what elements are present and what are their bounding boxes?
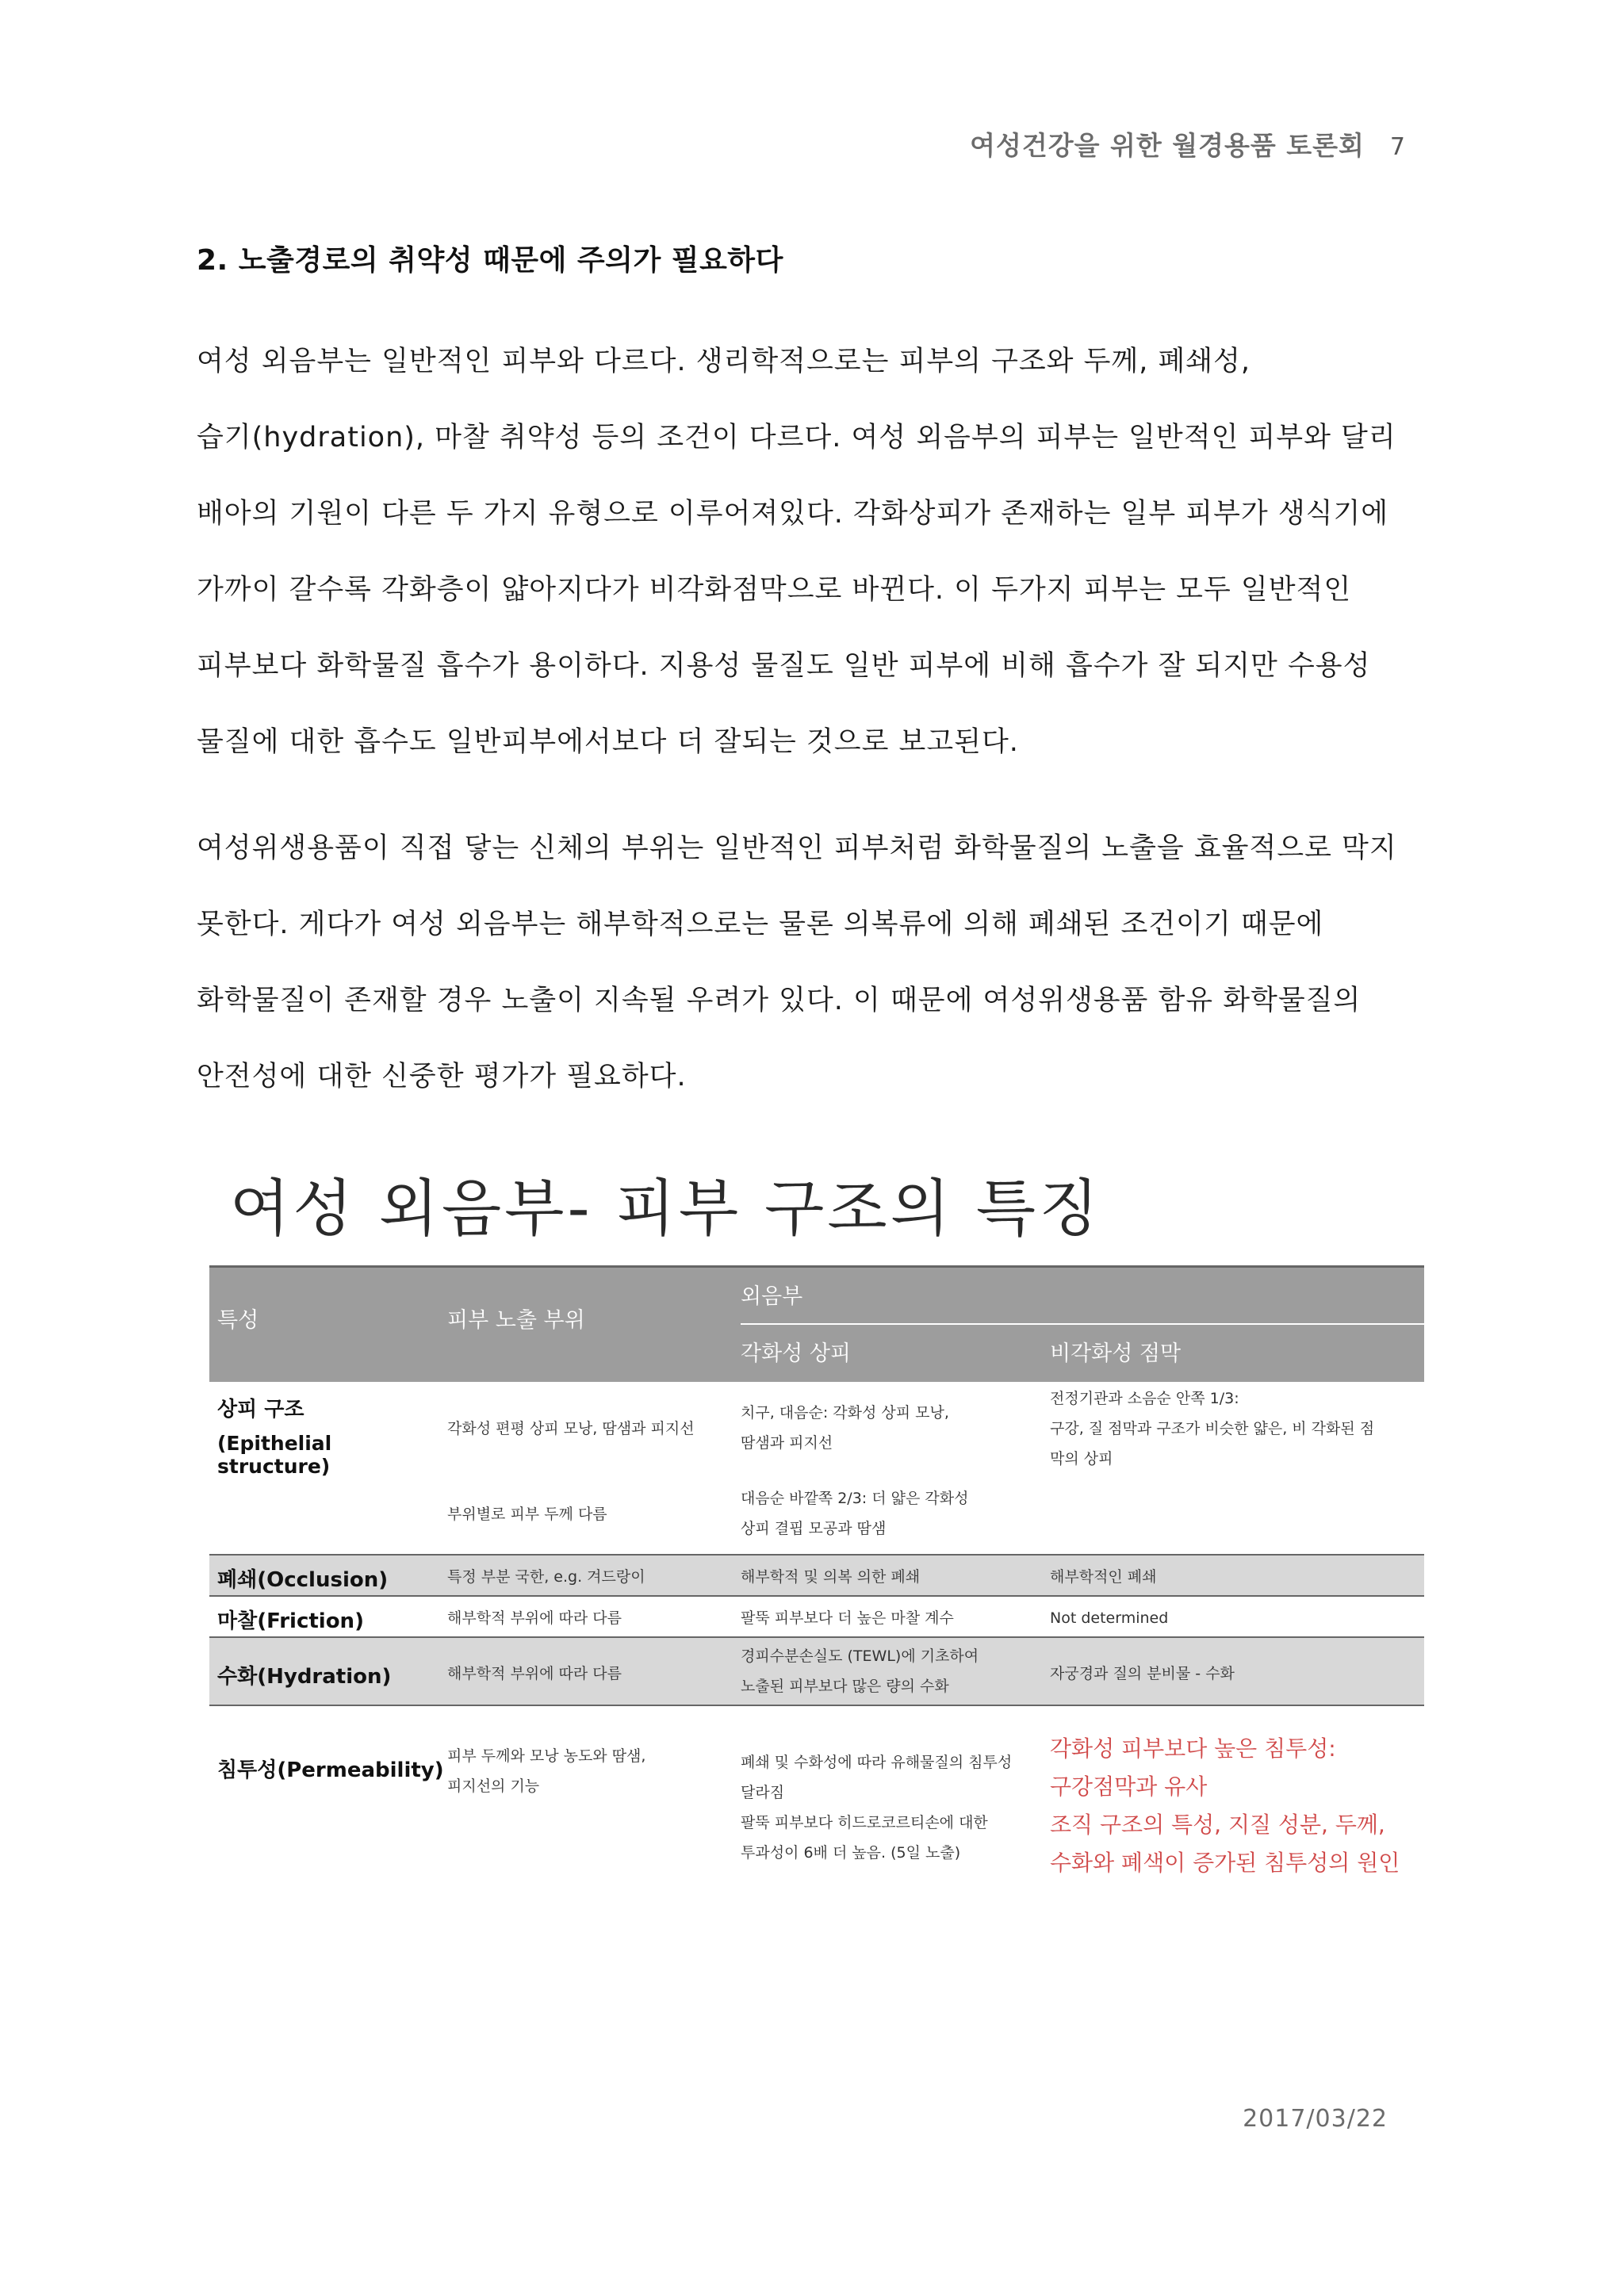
table-header-row	[209, 1267, 1424, 1325]
cell-friction-non-keratinized: Not determined	[1050, 1596, 1424, 1637]
header-keratinized: 각화성 상피	[741, 1324, 1050, 1382]
table-row-occlusion	[209, 1555, 1424, 1596]
cell-hydration-keratinized: 경피수분손실도 (TEWL)에 기초하여 노출된 피부보다 많은 량의 수화	[741, 1637, 1050, 1705]
cell-friction-keratinized: 팔뚝 피부보다 더 높은 마찰 계수	[741, 1596, 1050, 1637]
page-number: 7	[1389, 133, 1405, 161]
row-label-occlusion: 폐쇄(Occlusion)	[209, 1555, 447, 1596]
paragraph-line: 여성위생용품이 직접 닿는 신체의 부위는 일반적인 피부처럼 화학물질의 노출을 효율적으로 막지	[197, 832, 1397, 864]
row-label-permeability: 침투성(Permeability)	[209, 1705, 447, 1888]
cell-epithelial-skin: 각화성 편평 상피 모낭, 땀샘과 피지선	[447, 1420, 695, 1437]
cell-friction-skin: 해부학적 부위에 따라 다름	[447, 1596, 741, 1637]
cell-hydration-non-keratinized: 자궁경과 질의 분비물 - 수화	[1050, 1637, 1424, 1705]
row-label-friction: 마찰(Friction)	[209, 1596, 447, 1637]
page-header	[970, 125, 1405, 163]
paragraph-line: 여성 외음부는 일반적인 피부와 다르다. 생리학적으로는 피부의 구조와 두께, 폐쇄성,	[197, 346, 1251, 377]
header-skin-exposure: 피부 노출 부위	[447, 1267, 741, 1383]
section-title: 2. 노출경로의 취약성 때문에 주의가 필요하다	[197, 244, 783, 277]
paragraph-2	[197, 810, 1434, 1115]
header-non-keratinized: 비각화성 점막	[1050, 1324, 1424, 1382]
paragraph-line: 안전성에 대한 신중한 평가가 필요하다.	[197, 1061, 687, 1093]
figure-title: 여성 외음부- 피부 구조의 특징	[230, 1173, 1102, 1245]
cell-epithelial-keratinized-2: 대음순 바깥쪽 2/3: 더 얇은 각화성 상피 결핍 모공과 땀샘	[741, 1490, 969, 1537]
paragraph-1	[197, 323, 1434, 780]
paragraph-line: 못한다. 게다가 여성 외음부는 해부학적으로는 물론 의복류에 의해 폐쇄된 조건이기 때문에	[197, 909, 1324, 940]
header-characteristic: 특성	[209, 1267, 447, 1383]
row-label-epithelial: 상피 구조 (Epithelial structure)	[217, 1398, 332, 1478]
cell-epithelial-skin-2: 부위별로 피부 두께 다름	[447, 1506, 607, 1523]
skin-structure-table	[209, 1265, 1424, 1888]
paragraph-line: 습기(hydration), 마찰 취약성 등의 조건이 다르다. 여성 외음부의 피부는 일반적인 피부와 달리	[197, 422, 1396, 453]
cell-occlusion-keratinized: 해부학적 및 의복 의한 폐쇄	[741, 1555, 1050, 1596]
header-title: 여성건강을 위한 월경용품 토론회	[970, 130, 1365, 161]
table-row-permeability	[209, 1705, 1424, 1888]
table-row-friction	[209, 1596, 1424, 1637]
paragraph-line: 배아의 기원이 다른 두 가지 유형으로 이루어져있다. 각화상피가 존재하는 일부 피부가 생식기에	[197, 498, 1389, 530]
footer-date: 2017/03/22	[1243, 2105, 1388, 2133]
cell-epithelial-non-keratinized: 전정기관과 소음순 안쪽 1/3: 구강, 질 점막과 구조가 비슷한 얇은, 비 각화된 점 막의 상피	[1050, 1390, 1375, 1468]
cell-permeability-skin: 피부 두께와 모낭 농도와 땀샘, 피지선의 기능	[447, 1705, 741, 1888]
row-label-hydration: 수화(Hydration)	[209, 1637, 447, 1705]
paragraph-line: 피부보다 화학물질 흡수가 용이하다. 지용성 물질도 일반 피부에 비해 흡수가 잘 되지만 수용성	[197, 650, 1371, 682]
paragraph-line: 물질에 대한 흡수도 일반피부에서보다 더 잘되는 것으로 보고된다.	[197, 726, 1019, 758]
paragraph-line: 가까이 갈수록 각화층이 얇아지다가 비각화점막으로 바뀐다. 이 두가지 피부는 모두 일반적인	[197, 574, 1352, 606]
table-row-epithelial	[209, 1382, 1424, 1475]
cell-permeability-keratinized: 폐쇄 및 수화성에 따라 유해물질의 침투성 달라짐 팔뚝 피부보다 히드로코르티손에 대한 투과성이 6배 더 높음. (5일 노출)	[741, 1705, 1050, 1888]
header-vulva: 외음부	[741, 1267, 1424, 1325]
paragraph-line: 화학물질이 존재할 경우 노출이 지속될 우려가 있다. 이 때문에 여성위생용품 함유 화학물질의	[197, 985, 1362, 1016]
cell-permeability-non-keratinized: 각화성 피부보다 높은 침투성: 구강점막과 유사 조직 구조의 특성, 지질 성분, 두께, 수화와 폐색이 증가된 침투성의 원인	[1050, 1705, 1424, 1888]
cell-occlusion-skin: 특정 부분 국한, e.g. 겨드랑이	[447, 1555, 741, 1596]
cell-occlusion-non-keratinized: 해부학적인 폐쇄	[1050, 1555, 1424, 1596]
cell-epithelial-non-keratinized-2	[1050, 1475, 1424, 1555]
cell-hydration-skin: 해부학적 부위에 따라 다름	[447, 1637, 741, 1705]
table-row-hydration	[209, 1637, 1424, 1705]
cell-epithelial-keratinized: 치구, 대음순: 각화성 상피 모낭, 땀샘과 피지선	[741, 1404, 949, 1452]
